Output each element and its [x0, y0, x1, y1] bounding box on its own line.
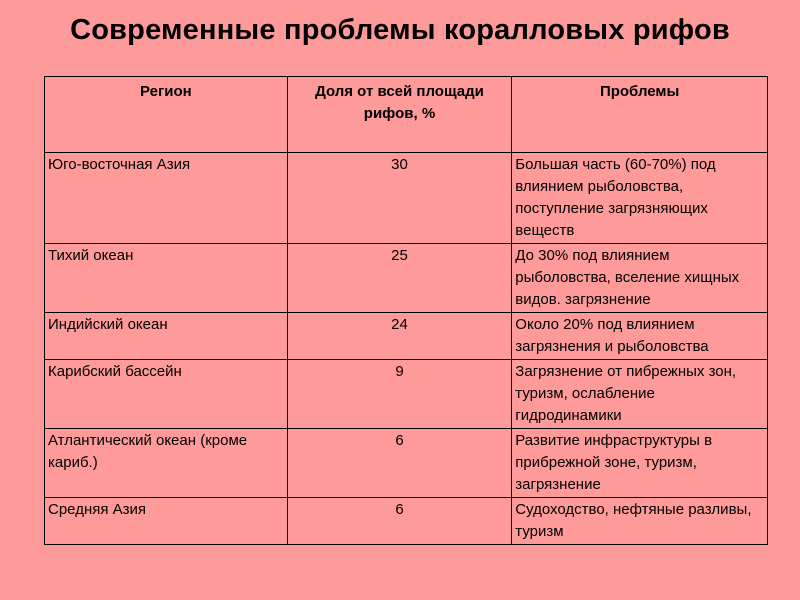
share-cell: 9 — [287, 360, 512, 429]
region-cell: Индийский океан — [45, 313, 288, 360]
share-cell: 30 — [287, 153, 512, 244]
share-cell: 6 — [287, 429, 512, 498]
problems-cell: Загрязнение от пибрежных зон, туризм, ослабление гидродинамики — [512, 360, 768, 429]
region-cell: Карибский бассейн — [45, 360, 288, 429]
problems-cell: Развитие инфраструктуры в прибрежной зоне, туризм, загрязнение — [512, 429, 768, 498]
table-row — [45, 429, 768, 498]
region-cell: Тихий океан — [45, 244, 288, 313]
table-row — [45, 244, 768, 313]
problems-cell: Около 20% под влиянием загрязнения и рыболовства — [512, 313, 768, 360]
table-row — [45, 313, 768, 360]
page-title: Современные проблемы коралловых рифов — [70, 14, 730, 46]
header-row — [45, 77, 768, 153]
problems-cell: Большая часть (60-70%) под влиянием рыболовства, поступление загрязняющих веществ — [512, 153, 768, 244]
header-problems: Проблемы — [512, 77, 768, 153]
table-row — [45, 153, 768, 244]
share-cell: 25 — [287, 244, 512, 313]
header-share: Доля от всей площади рифов, % — [287, 77, 512, 153]
coral-reef-problems-table — [44, 76, 768, 545]
table-row — [45, 360, 768, 429]
share-cell: 24 — [287, 313, 512, 360]
problems-cell: Судоходство, нефтяные разливы, туризм — [512, 498, 768, 545]
table-header — [45, 77, 768, 153]
region-cell: Средняя Азия — [45, 498, 288, 545]
problems-cell: До 30% под влиянием рыболовства, вселение хищных видов. загрязнение — [512, 244, 768, 313]
region-cell: Атлантический океан (кроме кариб.) — [45, 429, 288, 498]
table-body — [45, 153, 768, 545]
region-cell: Юго-восточная Азия — [45, 153, 288, 244]
header-region: Регион — [45, 77, 288, 153]
table-row — [45, 498, 768, 545]
share-cell: 6 — [287, 498, 512, 545]
